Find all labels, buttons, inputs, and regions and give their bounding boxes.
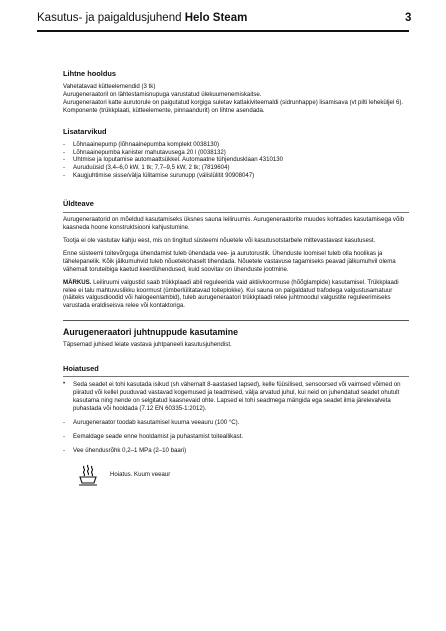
hot-steam-warning <box>63 464 409 486</box>
warning-item: - Aurugeneraator toodab kasutamisel kuuma veeauru (100 °C). <box>63 419 409 427</box>
general-paragraph: Tootja ei ole vastutav kahju eest, mis on tingitud süsteemi nõuetele või kasutusotstarbele mittevastavast kasutusest. <box>63 236 376 244</box>
warning-item: - Vee ühendusrõhk 0,2–1 MPa (2–10 baari) <box>63 447 409 455</box>
general-paragraph: Enne süsteemi toitevõrguga ühendamist tuleb ühendada vee- ja aurutorustik. Ühenduste loomisel tuleb olla hoolikas ja tähelepanelik. Kõik jälkumuhvid tuleb nõuetekohaselt tihendada. Nõuetele vastavuse tagamiseks peavad jälkumuhvil olema vähemalt toruteibiga kaetud keerdühendused, kuid soovitav on ühenduste jootmine. <box>63 249 396 273</box>
instructions-subtitle: Täpsemad juhised leiate vastava juhtpaneeli kasutusjuhendist. <box>63 341 232 349</box>
note-label: MÄRKUS. <box>63 278 92 286</box>
accessories-heading: Lisatarvikud <box>63 126 107 136</box>
header-rule <box>37 30 409 32</box>
warning-item: - Eemaldage seade enne hooldamist ja puhastamist toiteallikast. <box>63 433 409 441</box>
hot-steam-icon <box>77 464 99 486</box>
hot-steam-caption: Hoiatus. Kuum veeaur <box>110 471 171 479</box>
maintenance-line: Vahetatavad kütteelemendid (3 tk) <box>63 83 156 90</box>
instructions-heading: Aurugeneraatori juhtnuppude kasutamine <box>63 327 238 338</box>
accessories-list <box>63 141 409 181</box>
page-number: 3 <box>405 12 412 24</box>
document-header-title <box>37 12 247 24</box>
maintenance-line: Komponente (trükkplaati, kütteelemente, pinnaandurit) on lihtne asendada. <box>63 106 265 114</box>
maintenance-line: Aurugeneraatori katte aurutorule on paigutatud korgiga suletav katlakiviteemaldi (sidrunhappe) lisamisava (vt pilti leheküljel 6). <box>63 98 404 106</box>
general-note <box>63 279 409 311</box>
warnings-rule <box>63 376 409 377</box>
general-paragraph: Aurugeneraatorid on mõeldud kasutamiseks üksnes sauna leiliruumis. Aurugeneraatorite muudes kohtades kasutamisega võib kaasneda hoone konstruktsiooni kahjustumine. <box>63 216 405 232</box>
maintenance-line: Aurugeneraatoril on lähtestamisnupuga varustatud ülekuumenemiskaitse. <box>63 90 262 98</box>
warnings-list <box>63 381 409 454</box>
accessory-item: - Auruduüsid (3,4–6,0 kW, 1 tk; 7,7–9,5 kW, 2 tk; (7819604) <box>63 164 409 172</box>
maintenance-heading: Lihtne hooldus <box>63 69 116 78</box>
accessory-item: - Lõhnaainepumba kanister mahutavusega 20 l (0038132) <box>63 149 409 157</box>
accessory-item: - Uhtmise ja loputamise automaattsükkel. Automaatne tühjendusklaan 4310130 <box>63 156 409 164</box>
general-rule <box>63 212 409 213</box>
note-text: Leiliruumi valgustid saab trükkplaadi abil reguleerida vaid aktiivkoormuse (hõõglampide) kasutamisel. Trükkplaadi relee ei talu mahtuvuslikku koormust (ümberlülitatavad toiteplokke). Kui sauna on paigaldatud trafodega valgustusamatuur (näiteks valgusdioodid või halogeenlambid), tuleb aurugeneraatori trükkplaadi relee juhtmoodul valgustite reguleerimiseks varustada eraldiseisva relee või kontaktoriga. <box>63 278 399 310</box>
page-content <box>63 69 409 486</box>
accessory-item: - Kaugjuhtimise sisse/välja lülitamise surunupp (välislülitit 90908047) <box>63 172 409 180</box>
warning-item: • Seda seadet ei tohi kasutada isikud (sh vähemalt 8-aastased lapsed), kelle füüsilised, sensoorsed või vaimsed võimed on piiratud või kellel puuduvad vastavad kogemused ja teadmised, välja arvatud juhul, kui neid on juhendatud seadet ohutult kasutama ning nende on selgitatud kaasnevaid ohte. Lapsed ei tohi seadmega mängida ega seadet ilma järelevalveta puhastada või hooldada (7.12 EN 60335-1:2012). <box>63 381 409 413</box>
accessory-item: - Lõhnaainepump (lõhnaainepumba komplekt 0038130) <box>63 141 409 149</box>
header-title-plain: Kasutus- ja paigaldusjuhend <box>37 12 185 24</box>
general-heading: Üldteave <box>63 199 94 209</box>
header-title-bold: Helo Steam <box>184 12 248 24</box>
warnings-heading: Hoiatused <box>63 364 99 374</box>
